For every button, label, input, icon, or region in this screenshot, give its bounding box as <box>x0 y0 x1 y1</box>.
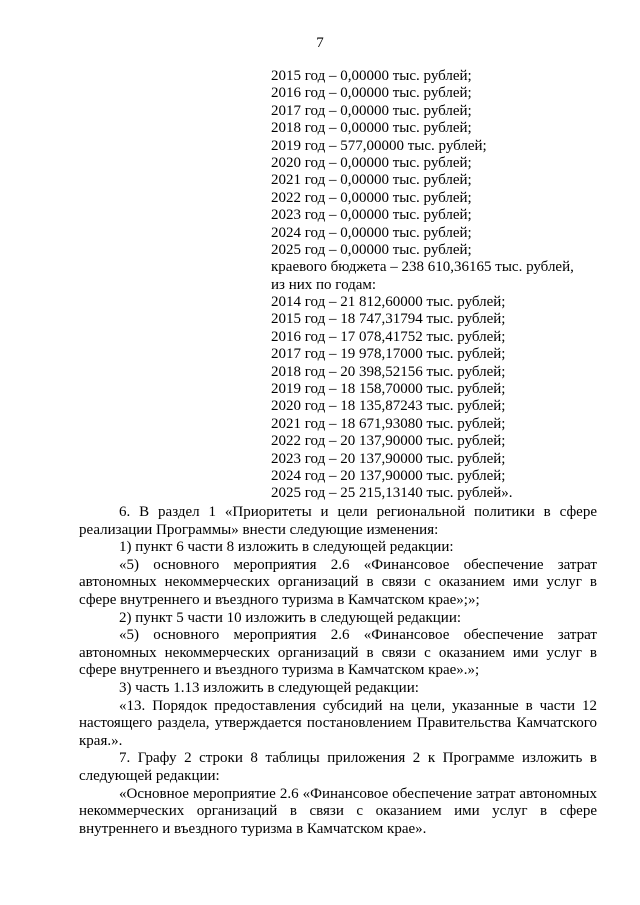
budget-line: 2023 год – 0,00000 тыс. рублей; <box>271 207 472 224</box>
budget-line: 2022 год – 20 137,90000 тыс. рублей; <box>271 433 506 450</box>
budget-line: 2019 год – 577,00000 тыс. рублей; <box>271 137 487 154</box>
budget-line: 2021 год – 18 671,93080 тыс. рублей; <box>271 415 506 432</box>
budget-line: 2014 год – 21 812,60000 тыс. рублей; <box>271 294 506 311</box>
paragraph: «Основное мероприятие 2.6 «Финансовое обеспечение затрат автономных некоммерческих организаций в связи с оказанием ими услуг в сфере внутреннего и въездного туризма в Камчатском крае». <box>79 785 597 837</box>
budget-line: краевого бюджета – 238 610,36165 тыс. рублей, <box>271 259 574 276</box>
page-number: 7 <box>316 35 324 51</box>
budget-line: 2016 год – 17 078,41752 тыс. рублей; <box>271 328 506 345</box>
budget-list <box>271 68 611 503</box>
paragraph: «5) основного мероприятия 2.6 «Финансовое обеспечение затрат автономных некоммерческих организаций в связи с оказанием ими услуг в сфере внутреннего и въездного туризма в Камчатском крае».»; <box>79 627 597 679</box>
paragraph: 1) пункт 6 части 8 изложить в следующей редакции: <box>119 539 454 556</box>
budget-line: 2019 год – 18 158,70000 тыс. рублей; <box>271 381 506 398</box>
budget-line: 2020 год – 18 135,87243 тыс. рублей; <box>271 398 506 415</box>
budget-line: 2025 год – 25 215,13140 тыс. рублей». <box>271 485 513 502</box>
budget-line: 2015 год – 18 747,31794 тыс. рублей; <box>271 311 506 328</box>
budget-line: 2023 год – 20 137,90000 тыс. рублей; <box>271 450 506 467</box>
budget-line: 2015 год – 0,00000 тыс. рублей; <box>271 68 472 84</box>
budget-line: 2018 год – 20 398,52156 тыс. рублей; <box>271 363 506 380</box>
body-text <box>79 504 597 838</box>
budget-line: 2017 год – 19 978,17000 тыс. рублей; <box>271 346 506 363</box>
budget-line: 2018 год – 0,00000 тыс. рублей; <box>271 120 472 137</box>
budget-line: 2022 год – 0,00000 тыс. рублей; <box>271 189 472 206</box>
budget-line: 2016 год – 0,00000 тыс. рублей; <box>271 85 472 102</box>
paragraph: 7. Графу 2 строки 8 таблицы приложения 2 к Программе изложить в следующей редакции: <box>79 750 597 784</box>
budget-line: 2020 год – 0,00000 тыс. рублей; <box>271 154 472 171</box>
paragraph: «5) основного мероприятия 2.6 «Финансовое обеспечение затрат автономных некоммерческих организаций в связи с оказанием ими услуг в сфере внутреннего и въездного туризма в Камчатском крае»;»; <box>79 556 597 608</box>
paragraph: 3) часть 1.13 изложить в следующей редакции: <box>119 679 419 696</box>
paragraph: 2) пункт 5 части 10 изложить в следующей редакции: <box>119 609 462 626</box>
budget-line: 2025 год – 0,00000 тыс. рублей; <box>271 241 472 258</box>
budget-line: 2021 год – 0,00000 тыс. рублей; <box>271 172 472 189</box>
budget-line: 2017 год – 0,00000 тыс. рублей; <box>271 102 472 119</box>
budget-line: из них по годам: <box>271 276 377 293</box>
paragraph: 6. В раздел 1 «Приоритеты и цели региональной политики в сфере реализации Программы» внести следующие изменения: <box>79 504 597 538</box>
budget-line: 2024 год – 0,00000 тыс. рублей; <box>271 224 472 241</box>
paragraph: «13. Порядок предоставления субсидий на цели, указанные в части 12 настоящего раздела, утверждается постановлением Правительства Камчатского края.». <box>79 697 597 749</box>
budget-line: 2024 год – 20 137,90000 тыс. рублей; <box>271 467 506 484</box>
